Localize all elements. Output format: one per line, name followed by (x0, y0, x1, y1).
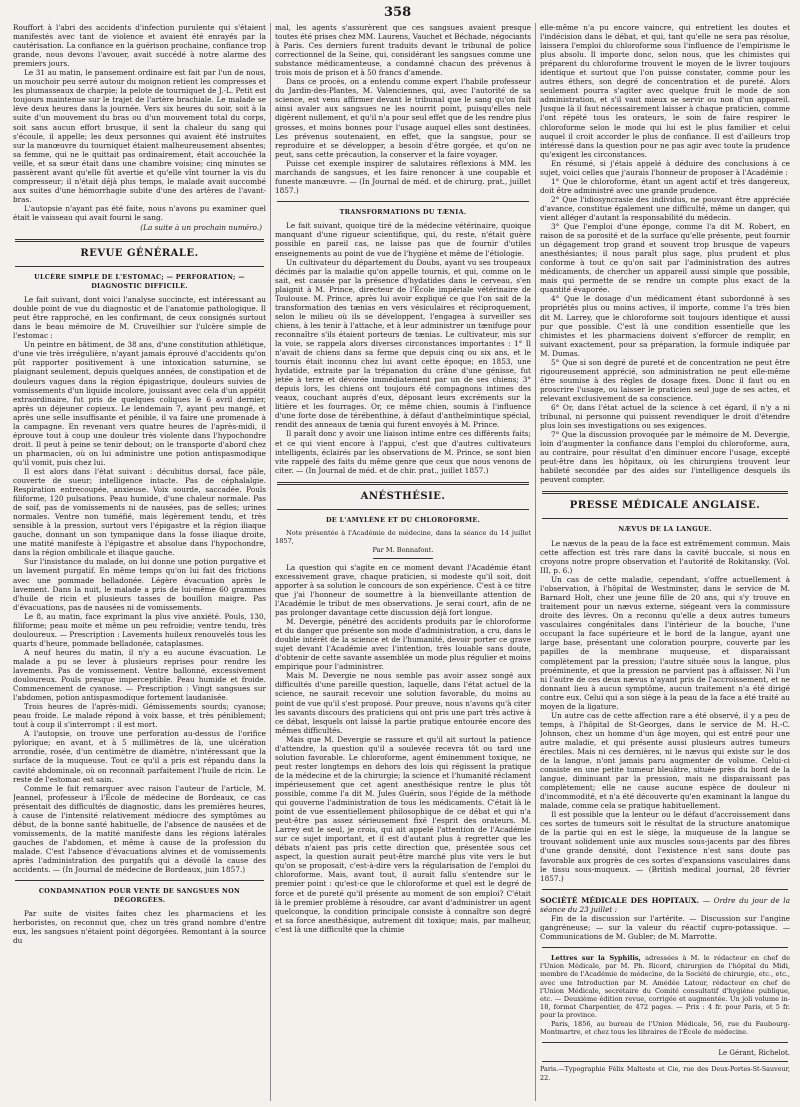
section-divider (542, 518, 788, 519)
column-middle (275, 23, 531, 1101)
article-paragraph: Par suite de visites faites chez les pharmaciens et les herboristes, on reconnut que, chez un très grand nombre d'entre eux, les sangsues n'étaient point dégorgées. Remontant à la source du (13, 909, 266, 946)
article-paragraph: mal, les agents s'assurèrent que ces sangsues avaient presque toutes été prises chez MM. Laurens, Vauchet et Béchade, négociants à Paris. Ces derniers furent traduits devant le tribunal de police correctionnel de la Seine, qui, considérant les sangsues comme une substance médicamenteuse, a condamné chacun des prévenus à trois mois de prison et à 50 francs d'amende. (275, 23, 531, 78)
article-paragraph: Le fait suivant, dont voici l'analyse succincte, est intéressant au double point de vue du diagnostic et de l'anatomie pathologique. Il peut être rapproché, en les confirmant, de ceux consignés surtout dans le beau mémoire de M. Cruveilhier sur l'ulcère simple de l'estomac : (13, 295, 266, 341)
column-left (13, 23, 266, 1101)
section-heading-anesthesie: ANÉSTHÉSIE. (360, 490, 446, 502)
article-paragraph: Le 31 au matin, le pansement ordinaire est fait par l'un de nous, un mouchoir peu serré autour du moignon retient les compresses et les plumasseaux de charpie; la pelote de tourniquet de J.-L. Petit est toujours maintenue sur le trajet de l'artère brachiale. Le malade se lève deux heures dans la journée. Vers six heures du soir, soit à la suite d'un mouvement du bras ou d'un mouvement total du corps, soit sans aucun effort brusque, il sent la chaleur du sang qui s'écoule, il appelle; les deux personnes qui avaient été instruites sur la manœuvre du tourniquet étaient malheureusement absentes; sa femme, qui ne le quittait pas ordinairement, était accouchée la veille, et sa sœur était dans une chambre voisine; cinq minutes se passèrent avant qu'elle fût avertie et qu'elle vînt tourner la vis du compresseur; il n'était déjà plus temps, le malade avait succombé aux suites d'une hémorrhagie subite d'une des artères de l'avant-bras. (13, 68, 266, 204)
section-divider (542, 889, 788, 890)
article-paragraph: Il est possible que la lenteur ou le défaut d'accroissement dans ces sortes de tumeurs soit le résultat de la structure anatomique de la partie qui en est le siège, la muqueuse de la langue se trouvant solidement unie aux muscles sous-jacents par des fibres d'une grande densité, dont l'existence n'est sans doute pas favorable aux progrès de ces sortes d'expansions vasculaires dans le tissu sous-muqueux. — (British medical journal, 28 février 1857.) (540, 810, 790, 883)
societe-notice (540, 896, 790, 914)
section-divider (373, 558, 433, 559)
advertisement-body: adressées à M. le rédacteur en chef de l'Union Médicale, par M. Ph. Ricord, chirurgien de l'hôpital du Midi, membre de l'Académie de médecine, de la Société de chirurgie, etc., etc., avec une Introduction par M. Amédée Latour, rédacteur en chef de l'Union Médicale, secrétaire du Comité consultatif d'hygiène publique, etc. — Deuxième édition revue, corrigée et augmentée. Un joli volume in-18, format Charpentier, de 472 pages. — Prix : 4 fr. pour Paris, et 5 fr. pour la province. (540, 953, 790, 1020)
column-right (540, 23, 790, 1101)
article-paragraph: Un cultivateur du département du Doubs, ayant vu ses troupeaux décimés par la maladie qu'on appelle tournis, et qui, comme on le sait, est causée par la présence d'hydatides dans le cerveau, s'en plaignit à M. Prince, directeur de l'École impériale vétérinaire de Toulouse. M. Prince, après lui avoir expliqué ce que l'on sait de la transformation des tænias en vers vésiculaires et réciproquement, selon le milieu où ils se développent, l'engagea à surveiller ses chiens, à les tenir à l'attache, et à leur administrer un tænifuge pour reconnaître s'ils étaient porteurs de tænias. Le cultivateur, mis sur la voie, se rappela alors diverses circonstances importantes : 1° Il n'avait de chiens dans sa ferme que depuis cinq ou six ans, et le tournis était inconnu chez lui avant cette époque; en 1853, une hydatide, extraite par la trépanation du crâne d'une génisse, fut jetée à terre et dévorée immédiatement par un de ses chiens; 3° depuis lors, les chiens ont toujours été compagnons intimes des veaux, couchant auprès d'eux, déposant leurs excréments sur la litière et les fourrages. Or, ce même chien, soumis à l'influence d'une forte dose de térébenthine, à défaut d'anthelmintique spécial, rendit des anneaux de tænia qui furent envoyés à M. Prince. (275, 257, 531, 430)
page-number: 358 (384, 5, 412, 20)
article-paragraph: 1° Que le chloroforme, étant un agent actif et très dangereux, doit être administré avec une grande prudence. (540, 176, 790, 195)
article-title-amylene: DE L'AMYLÈNE ET DU CHLOROFORME. (325, 515, 481, 524)
article-paragraph: A l'autopsie, on trouve une perforation au-dessus de l'orifice pylorique; en avant, et à 5 millimètres de là, une ulcération arrondie, rosée, d'un centimètre de diamètre, n'intéressant que la surface de la muqueuse. Tout ce qu'il a pris est répandu dans la cavité abdominale, où on reconnaît parfaitement l'huile de ricin. Le reste de l'estomac est sain. (13, 729, 266, 784)
article-paragraph: Un autre cas de cette affection rare a été observé, il y a peu de temps, à l'hôpital de St-Georges, dans le service de M. H.-C. Johnson, chez un homme d'un âge moyen, qui est entré pour une autre maladie, et qui présente aussi plusieurs autres tumeurs érectiles. Mais ni ces dernières, ni le nævus qui existe sur le dos de la langue, n'ont jamais paru augmenter de volume. Celui-ci consiste en une petite tumeur bleuâtre, située près du bord de la langue, diminuant par la pression, mais ne disparaissant pas complètement; elle ne cause aucune espèce de douleur ni d'incommodité, et n'a été découverte qu'en examinant la langue du malade, comme cela se pratique habituellement. (540, 710, 790, 811)
section-divider (277, 201, 529, 202)
article-paragraph: 7° Que la discussion provoquée par le mémoire de M. Devergie, loin d'augmenter la confiance dans l'emploi du chloroforme, aura, au contraire, pour résultat d'en diminuer encore l'usage, excepté peut-être dans les hôpitaux, où les chirurgiens trouvent leur habileté secondée par des aides sur l'intelligence desquels ils peuvent compter. (540, 430, 790, 485)
article-paragraph: Puisse cet exemple inspirer de salutaires réflexions à MM. les marchands de sangsues, et les faire renoncer à une coupable et funeste manœuvre. — (In Journal de méd. et de chirurg. prat., juillet 1857.) (275, 158, 531, 195)
section-divider (542, 1061, 788, 1062)
article-paragraph: Mais que M. Devergie se rassure et qu'il ait surtout la patience d'attendre, la question qu'il a soulevée recevra tôt ou tard une solution favorable. Le chloroforme, agent éminemment toxique, ne peut rester longtemps en dehors des lois qui régissent la pratique de la médecine et de la chirurgie; la science et l'humanité réclament impérieusement que cet agent anesthésique rentre le plus tôt possible, comme l'a dit M. Jules Guérin, sous l'égide de la méthode qui gouverne l'administration de tous les médicaments. C'était là le point de vue essentiellement philosophique de ce débat et qui n'a peut-être pas assez sérieusement fixé l'esprit des orateurs. M. Larrey est le seul, je crois, qui ait appelé l'attention de l'Académie sur ce sujet important, et il est d'autant plus à regretter que les débats n'aient pas pris cette direction que, présentée sous cet aspect, la question aurait peut-être marché plus vite vers le but qu'on se proposait, c'est-à-dire vers la régularisation de l'emploi du chloroforme. Mais, avant tout, il aurait fallu s'entendre sur le premier point : qu'est-ce que le chloroforme et quel est le degré de force et de pureté qu'il présente au moment de son emploi? C'était là le premier problème à résoudre, car avant d'administrer un agent quelconque, la condition principale consiste à connaître son degré et sa force anesthésique, autrement dit toxique; mais, par malheur, c'est là une difficulté que la chimie (275, 734, 531, 934)
article-paragraph: Le nævus de la peau de la face est extrêmement commun. Mais cette affection est très rare dans la cavité buccale, si nous en croyons notre propre observation et l'autorité de Rokitansky. (Vol. III, p. 6.) (540, 538, 790, 576)
article-paragraph: L'autopsie n'ayant pas été faite, nous n'avons pu examiner quel était le vaisseau qui avait fourni le sang. (13, 203, 266, 222)
article-paragraph: M. Devergie, pénétré des accidents produits par le chloroforme et du danger que présente son mode d'administration, a cru, dans le double intérêt de la science et de l'humanité, devoir porter ce grave sujet devant l'Académie avec l'intention, très louable sans doute, d'obtenir de cette savante assemblée un mode plus régulier et moins empirique pour l'administrer. (275, 617, 531, 672)
article-paragraph: Fin de la discussion sur l'artérite. — Discussion sur l'angine gangréneuse; — sur la valeur du réactif cupro-potassique. — Communications de M. Gubler; de M. Marrotte. (540, 913, 790, 941)
section-divider (15, 239, 264, 242)
article-paragraph: 5° Que si son degré de pureté et de concentration ne peut être rigoureusement apprécié, son administration ne peut elle-même être soumise à des règles de dosage fixes. Donc il faut ou en proscrire l'usage, ou laisser le praticien seul juge de ses actes, et relevant exclusivement de sa conscience. (540, 357, 790, 403)
section-heading-presse: PRESSE MÉDICALE ANGLAISE. (569, 500, 761, 512)
societe-title: SOCIÉTÉ MÉDICALE DES HOPITAUX. (540, 895, 700, 905)
article-paragraph: 4° Que le dosage d'un médicament étant subordonné à ses propriétés plus ou moins actives, il importe, comme l'a très bien dit M. Larrey, que le chloroforme soit toujours identique et aussi pur que possible. C'est là une condition essentielle que les chimistes et les pharmaciens doivent s'efforcer de remplir, en suivant exactement, pour sa préparation, la formule indiquée par M. Dumas. (540, 294, 790, 358)
advertisement-address: Paris, 1856, au bureau de l'Union Médicale, 56, rue du Faubourg-Montmartre, et chez tous les libraires de l'École de médecine. (540, 1019, 790, 1036)
section-divider (277, 482, 529, 485)
column-divider (535, 23, 536, 1101)
article-title-condamnation: CONDAMNATION POUR VENTE DE SANGSUES NON DÉGORGÉES. (38, 887, 241, 904)
article-paragraph: 2° Que l'idiosyncrasie des individus, ne pouvant être appréciée d'avance, constitue également une difficulté, même un danger, qui vient alléger d'autant la responsabilité du médecin. (540, 194, 790, 222)
section-divider (15, 880, 264, 881)
article-paragraph: Trois heures de l'après-midi. Gémissements sourds; cyanose; peau froide. Le malade répond à voix basse, et très péniblement; tout à coup il s'interrompt : il est mort. (13, 702, 266, 730)
section-divider (15, 266, 264, 267)
section-divider (542, 1042, 788, 1043)
article-title-naevus: NÆVUS DE LA LANGUE. (618, 525, 712, 534)
section-heading-revue: REVUE GÉNÉRALE. (80, 248, 199, 260)
section-divider (277, 509, 529, 510)
printer-imprint: Paris.—Typographie Félix Malteste et Cie, rue des Deux-Portes-St-Sauveur, 22. (540, 1064, 790, 1083)
article-paragraph: En résumé, si j'étais appelé à déduire des conclusions à ce sujet, voici celles que j'aurais l'honneur de proposer à l'Académie : (540, 158, 790, 177)
article-paragraph: Il est alors dans l'état suivant : décubitus dorsal, face pâle, couverte de sueur; intelligence intacte. Pas de céphalalgie. Respiration entrecoupée, anxieuse. Voix sourde, saccadée. Pouls filiforme, 120 pulsations. Peau humide, d'une chaleur normale. Pas de soif, pas de vomissements ni de nausées, pas de selles; urines normales. Ventre non tuméfié, mais légèrement tendu, et très sensible à la pression, surtout vers l'épigastre et la région iliaque gauche, donnant un son tympanique dans la fosse iliaque droite, une matité manifeste à l'épigastre et absolue dans l'hypochondre, dans la région ombilicale et iliaque gauche. (13, 466, 266, 558)
article-paragraph: Mais M. Devergie ne nous semble pas avoir assez songé aux difficultés d'une pareille question, laquelle, dans l'état actuel de la science, ne saurait recevoir une solution favorable, du moins au point de vue qu'il s'est proposé. Pour preuve, nous n'avons qu'à citer les savants discours des praticiens qui ont pris une part très active à ce débat, lesquels ont laissé la partie pratique entourée encore des mêmes difficultés. (275, 671, 531, 735)
article-paragraph: La question qui s'agite en ce moment devant l'Académie étant excessivement grave, chaque praticien, si modeste qu'il soit, doit apporter à sa solution le concours de son expérience. C'est à ce titre que j'ai l'honneur de soumettre à la bienveillante attention de l'Académie le tribut de mes observations. Je serai court, afin de ne pas prolonger davantage cette discussion déjà fort longue. (275, 562, 531, 618)
section-divider (542, 491, 788, 494)
gerant-signature: Le Gérant, Richelot. (718, 1048, 790, 1057)
article-note: Note présentée à l'Académie de médecine, dans la séance du 14 juillet 1857, (275, 529, 531, 546)
article-paragraph: Un cas de cette maladie, cependant, s'offre actuellement à l'observation, à l'hôpital de Westminster, dans le service de M. Barnard Holt, chez une jeune fille de 20 ans, qui s'y trouve en traitement pour un nævus externe, siégeant vers la commissure droite des lèvres. On a reconnu qu'elle a deux autres tumeurs vasculaires congénitales dans l'intérieur de la bouche, l'une occupant la face supérieure et le bord de la langue, ayant une large base, présentant une coloration pourpre, couverte par les papilles de la membrane muqueuse, et disparaissant complètement par la pression; l'autre située sous la langue, plus proéminente, et que la pression ne parvient pas à affaisser. Ni l'un ni l'autre de ces deux nævus n'ayant pris de l'accroissement, et ne donnant lieu à aucun symptôme, aucun traitement n'a été dirigé contre eux. Celui qui a son siège à la peau de la face a été traité au moyen de la ligature. (540, 575, 790, 711)
section-divider (542, 947, 788, 948)
continued-notice: (La suite à un prochain numéro.) (140, 223, 262, 233)
article-paragraph: A neuf heures du matin, il n'y a eu aucune évacuation. Le malade a pu se lever à plusieurs reprises pour rendre les lavements. Pas de vomissement. Ventre ballonné, excessivement douloureux. Pouls presque imperceptible. Peau humide et froide. Commencement de cyanose. — Prescription : Vingt sangsues sur l'abdomen, potion antispasmodique fortement laudanisée. (13, 647, 266, 703)
article-paragraph: Un peintre en bâtiment, de 38 ans, d'une constitution athlétique, d'une vie très irrégulière, n'ayant jamais éprouvé d'accidents qu'on pût rapporter positivement à une intoxication saturnine, se plaignant seulement, depuis quelques années, de constipation et de douleurs vagues dans la région épigastrique, douleurs suivies de vomissements d'un liquide incolore, jouissant avec cela d'un appétit extraordinaire, fut pris de quelques coliques le 6 avril dernier, après un déjeuner copieux. Le lendemain 7, ayant peu mangé, et après une selle insuffisante et pénible, il va faire une promenade à la campagne. En revenant vers quatre heures de l'après-midi, il éprouve tout à coup une douleur très violente dans l'hypochondre droit. Il peut à peine se tenir debout; on le transporte d'abord chez un pharmacien, où on lui administre une potion antispasmodique qu'il vomit, puis chez lui. (13, 340, 266, 467)
article-author: Par M. Bonnafont. (372, 545, 434, 554)
article-paragraph: elle-même n'a pu encore vaincre, qui entretient les doutes et l'indécision dans le débat, et qui, tant qu'elle ne sera pas résolue, laissera l'emploi du chloroforme sous l'influence de l'empirisme le plus absolu. Il importe donc, selon nous, que les chimistes qui préparent du chloroforme trouvent le moyen de le livrer toujours identique et surtout que l'on puisse constater, comme pour les autres éthers, son degré de concentration et de pureté. Alors seulement pourra s'agiter avec quelque fruit le mode de son administration, et s'il vaut mieux se servir ou non d'un appareil. Jusque là il faut nécessairement laisser à chaque praticien, comme l'ont répété tous les orateurs, le soin de faire respirer le chloroforme selon le mode qui lui est le plus familier et celui auquel il croit accorder le plus de confiance. Il est d'ailleurs trop intéressé dans la question pour ne pas agir avec toute la prudence qu'exigent les circonstances. (540, 23, 790, 159)
article-paragraph: Dans ce procès, on a entendu comme expert l'habile professeur du Jardin-des-Plantes, M. Valenciennes, qui, avec l'autorité de sa science, est venu affirmer devant le tribunal que le sang qu'on fait ainsi avaler aux sangsues ne les nourrit point, puisqu'elles nele digèrent nullement, et qu'il n'a pour seul effet que de les rendre plus grosses, et moins bonnes pour l'usage auquel elles sont destinées. Les prévenus soutenaient, en effet, que la sangsue, pour se reproduire et se développer, a besoin d'être gorgée, et qu'on ne peut, sans cette précaution, la conserver et la faire voyager. (275, 77, 531, 159)
article-paragraph: Sur l'insistance du malade, on lui donne une potion purgative et un lavement purgatif. En même temps qu'on lui fait des frictions avec une pommade belladonée. Légère évacuation après le lavement. Dans la nuit, le malade a pris de lui-même 60 grammes d'huile de ricin et plusieurs tasses de bouillon maigre. Pas d'évacuations, pas de nausées ni de vomissements. (13, 557, 266, 612)
article-paragraph: Le 8, au matin, face exprimant la plus vive anxiété. Pouls, 130, filiforme; peau moite et même un peu refroidie; ventre tendu, très douloureux. — Prescription : Lavements huileux renouvelés tous les quarts d'heure, pommade belladonée, cataplasmes. (13, 611, 266, 648)
article-paragraph: Le fait suivant, quoique tiré de la médecine vétérinaire, quoique manquant d'une rigueur scientifique, qui, du reste, n'était guère possible en pareil cas, ne laisse pas que de fournir d'utiles enseignements au point de vue de l'hygiène et même de l'étiologie. (275, 221, 531, 258)
article-title-taenia: TRANSFORMATIONS DU TÆNIA. (339, 207, 467, 216)
advertisement-title: Lettres sur la Syphilis, (551, 953, 641, 962)
article-paragraph: Comme le fait remarquer avec raison l'auteur de l'article, M. Jeannel, professeur à l'École de médecine de Bordeaux, ce cas présentait des difficultés de diagnostic, dans les premières heures, à cause de l'intensité relativement médiocre des symptômes au début, de la bonne santé habituelle, de l'absence de nausées et de vomissements, de la matité manifeste dans les régions latérales gauches de l'abdomen, et même à cause de la profession du malade. C'est l'absence d'évacuations alvines et de vomissements après l'administration des purgatifs qui a dévoilé la cause des accidents. — (In Journal de médecine de Bordeaux, juin 1857.) (13, 783, 266, 875)
article-paragraph: 3° Que l'emploi d'une éponge, comme l'a dit M. Robert, en raison de sa porosité et de la surface qu'elle présente, peut fournir un dégagement trop grand et souvent trop brusque de vapeurs anesthésiantes; il nous paraît plus sage, plus prudent et plus conforme à tout ce qu'on sait par l'administration des autres médicaments, de chercher un appareil aussi simple que possible, mais qui permette de se rendre un compte plus exact de la quantité évaporée. (540, 222, 790, 295)
article-paragraph: 6° Or, dans l'état actuel de la science à cet égard, il n'y a ni tribunal, ni personne qui puissent revendiquer le droit d'étendre plus loin ses investigations ou ses exigences. (540, 402, 790, 431)
article-paragraph: Rouffort à l'abri des accidents d'infection purulente qui s'étaient manifestés avec tant de violence et avaient été enrayés par la cautérisation. La confiance en la guérison prochaine, confiance trop grande, nous devons l'avouer, avait succédé à notre alarme des premiers jours. (13, 23, 266, 69)
column-divider (270, 23, 271, 1101)
article-title-ulcere: ULCÈRE SIMPLE DE L'ESTOMAC; — PERFORATION; — DIAGNOSTIC DIFFICILE. (34, 273, 245, 290)
advertisement (540, 954, 790, 1020)
article-paragraph: Il paraît donc y avoir une liaison intime entre ces différents faits; et ce qui vient encore à l'appui, c'est que d'autres cultivateurs intelligents, éclairés par les observations de M. Prince, se sont bien vite rappelé des faits du même genre que ceux que nous venons de citer. — (In Journal de méd. et de chir. prat., juillet 1857.) (275, 429, 531, 475)
societe-intro: — Ordre du jour de la séance du 23 juillet : (540, 895, 790, 914)
